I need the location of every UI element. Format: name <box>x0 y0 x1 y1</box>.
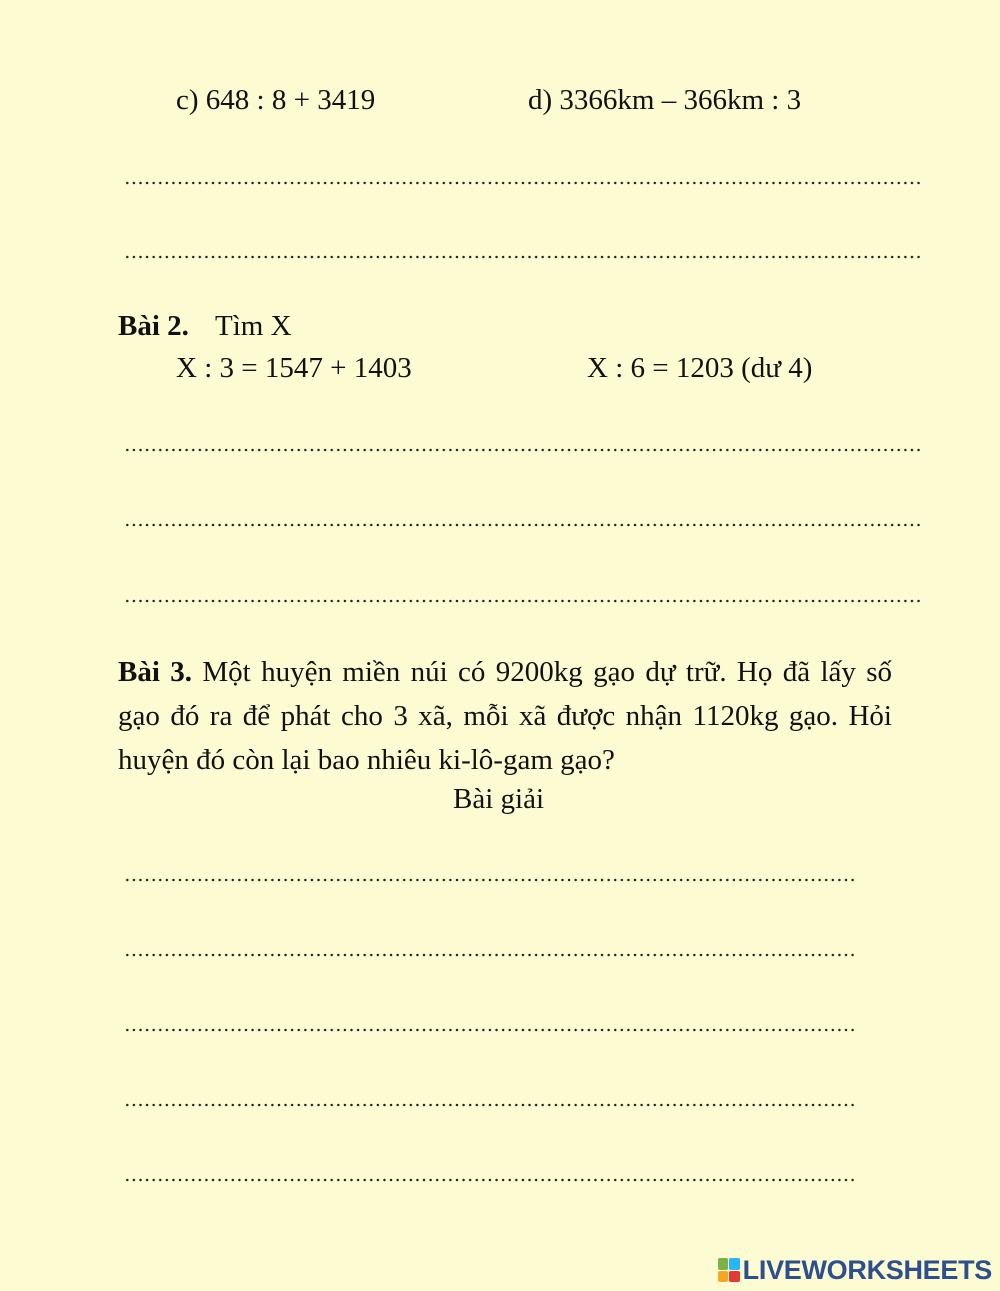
liveworksheets-logo-icon <box>718 1258 740 1282</box>
answer-line[interactable] <box>124 176 920 190</box>
exercise-2-instruction: Tìm X <box>215 310 292 342</box>
exercise-item-c: c) 648 : 8 + 3419 <box>176 84 376 116</box>
liveworksheets-logo <box>718 1254 992 1286</box>
answer-line[interactable] <box>124 948 854 962</box>
equation-right: X : 6 = 1203 (dư 4) <box>587 352 813 384</box>
exercise-3-text: Một huyện miền núi có 9200kg gạo dự trữ. Họ đã lấy số gạo đó ra để phát cho 3 xã, mỗi xã được nhận 1120kg gạo. Hỏi huyện đó còn lại bao nhiêu ki-lô-gam gạo? <box>118 656 893 776</box>
exercise-item-d: d) 3366km – 366km : 3 <box>528 84 802 116</box>
answer-line[interactable] <box>124 250 920 264</box>
exercise-3-problem <box>118 650 892 782</box>
exercise-2-label: Bài 2. <box>118 310 189 342</box>
solution-heading: Bài giải <box>453 783 545 815</box>
answer-line[interactable] <box>124 1173 854 1187</box>
answer-line[interactable] <box>124 873 854 887</box>
answer-line[interactable] <box>124 594 920 608</box>
answer-line[interactable] <box>124 518 920 532</box>
answer-line[interactable] <box>124 1023 854 1037</box>
equation-left: X : 3 = 1547 + 1403 <box>176 352 412 384</box>
answer-line[interactable] <box>124 443 920 457</box>
exercise-3-label: Bài 3. <box>118 656 193 688</box>
answer-line[interactable] <box>124 1098 854 1112</box>
logo-text: LIVEWORKSHEETS <box>742 1254 992 1285</box>
